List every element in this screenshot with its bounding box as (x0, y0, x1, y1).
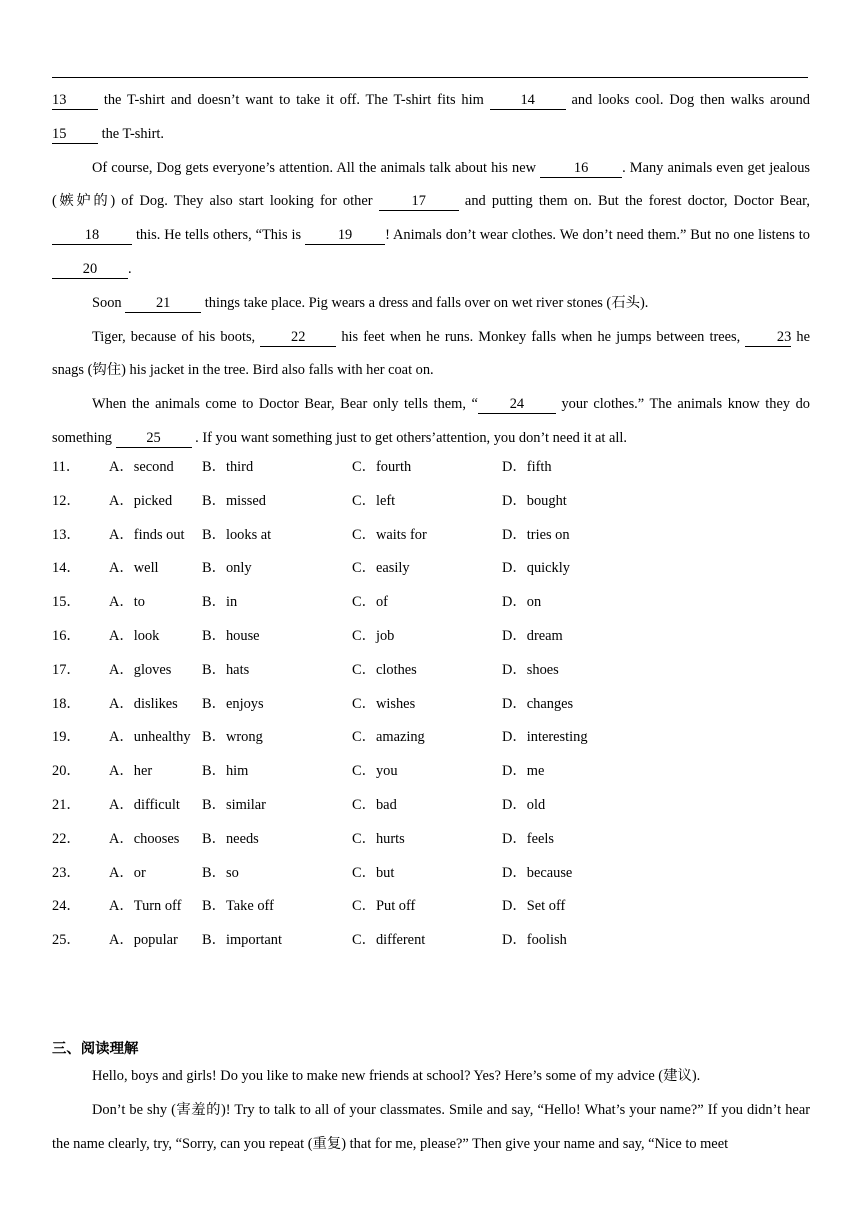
option-b: B．him (202, 763, 249, 780)
option-b: B．looks at (202, 526, 272, 543)
option-a: A．gloves (109, 661, 172, 678)
blank-14: 14 (490, 92, 566, 110)
paragraph-text: . If you want something just to get others’attention, you don’t need it at all. (191, 429, 627, 446)
option-row-11 (52, 451, 810, 485)
option-row-14 (52, 552, 810, 586)
option-row-17 (52, 654, 810, 688)
question-number: 19． (52, 729, 81, 746)
question-number: 11． (52, 459, 81, 475)
option-c: C．hurts (352, 830, 405, 847)
option-row-18 (52, 688, 810, 722)
blank-15: 15 (52, 126, 98, 144)
option-c: C．but (352, 864, 395, 881)
option-d: D．on (502, 594, 542, 611)
answer-options (52, 451, 810, 958)
option-row-25 (52, 924, 810, 958)
blank-16: 16 (540, 160, 622, 178)
option-d: D．shoes (502, 661, 559, 678)
option-a: A．popular (109, 932, 178, 949)
paragraph-text: this. He tells others, “This is (132, 227, 306, 244)
question-number: 24． (52, 898, 81, 915)
cloze-passage (52, 84, 810, 456)
paragraph-text: . (128, 260, 132, 277)
question-number: 21． (52, 796, 81, 813)
option-c: C．different (352, 932, 426, 949)
paragraph-text: his feet when he runs. Monkey falls when he jumps between trees, (336, 328, 746, 345)
blank-19: 19 (305, 227, 385, 245)
paragraph-text: Of course, Dog gets everyone’s attention. All the animals talk about his new (92, 159, 541, 176)
paragraph-text: Soon (92, 294, 126, 311)
paragraph-text: . Many animals even get jealous (嫉妒的) of Dog. They also start looking for other (52, 159, 810, 210)
paragraph-text: and putting them on. But the forest doctor, Doctor Bear, (458, 193, 810, 210)
paragraph-text: the T-shirt and doesn’t want to take it off. The T-shirt fits him (98, 92, 490, 108)
option-a: A．picked (109, 492, 173, 509)
option-d: D．old (502, 796, 546, 813)
option-row-13 (52, 519, 810, 553)
paragraph-text: Tiger, because of his boots, (92, 328, 261, 345)
option-d: D．bought (502, 492, 567, 509)
option-c: C．of (352, 594, 388, 611)
option-c: C．fourth (352, 459, 412, 475)
option-d: D．fifth (502, 459, 552, 475)
question-number: 22． (52, 830, 81, 847)
option-b: B．house (202, 627, 260, 644)
paragraph-text: he snags (钩住) his jacket in the tree. Bird also falls with her coat on. (52, 328, 810, 379)
paragraph-text: ! Animals don’t wear clothes. We don’t need them.” But no one listens to (385, 227, 810, 244)
option-row-19 (52, 721, 810, 755)
option-c: C．you (352, 763, 398, 780)
question-number: 18． (52, 695, 81, 712)
option-c: C．amazing (352, 729, 425, 746)
section-title: 三、阅读理解 (52, 1041, 139, 1057)
option-row-23 (52, 857, 810, 891)
reading-paragraph-2: Don’t be shy (害羞的)! Try to talk to all of your classmates. Smile and say, “Hello! What’s your name?” If you didn’t hear the name clearly, try, “Sorry, can you repeat (重复) that for me, please?” Then give your name and say, “Nice to meet (52, 1101, 810, 1152)
paragraph-1 (52, 84, 810, 152)
option-a: A．chooses (109, 830, 180, 847)
question-number: 17． (52, 661, 81, 678)
option-a: A．difficult (109, 796, 180, 813)
paragraph-text: and looks cool. Dog then walks around (565, 92, 810, 108)
reading-paragraph-1: Hello, boys and girls! Do you like to make new friends at school? Yes? Here’s some of my advice (建议). (92, 1068, 701, 1084)
option-d: D．tries on (502, 526, 570, 543)
blank-24: 24 (478, 396, 556, 414)
option-a: A．look (109, 627, 160, 644)
option-a: A．finds out (109, 526, 185, 543)
question-number: 15． (52, 594, 81, 611)
option-row-24 (52, 890, 810, 924)
option-c: C．waits for (352, 526, 427, 543)
option-b: B．wrong (202, 729, 263, 746)
blank-13: 13 (52, 92, 98, 110)
paragraph-text: things take place. Pig wears a dress and falls over on wet river stones (石头). (201, 294, 649, 311)
option-b: B．hats (202, 661, 250, 678)
reading-passage (52, 1060, 810, 1161)
option-d: D．me (502, 763, 545, 780)
blank-22: 22 (260, 329, 336, 347)
paragraph-5 (52, 388, 810, 456)
option-b: B．important (202, 932, 282, 949)
option-b: B．only (202, 560, 252, 577)
option-d: D．feels (502, 830, 554, 847)
option-row-15 (52, 586, 810, 620)
option-a: A．unhealthy (109, 729, 191, 746)
question-number: 16． (52, 627, 81, 644)
option-row-20 (52, 755, 810, 789)
option-row-16 (52, 620, 810, 654)
option-d: D．Set off (502, 898, 566, 915)
option-a: A．or (109, 864, 146, 881)
option-c: C．clothes (352, 661, 417, 678)
paragraph-3 (52, 287, 810, 321)
option-a: A．second (109, 459, 174, 475)
option-b: B．needs (202, 830, 259, 847)
question-number: 23． (52, 864, 81, 881)
blank-18: 18 (52, 227, 132, 245)
question-number: 20． (52, 763, 81, 780)
option-b: B．in (202, 594, 238, 611)
option-a: A．well (109, 560, 159, 577)
question-number: 14． (52, 560, 81, 577)
blank-21: 21 (125, 295, 201, 313)
option-row-21 (52, 789, 810, 823)
option-d: D．changes (502, 695, 574, 712)
option-d: D．because (502, 864, 573, 881)
option-d: D．interesting (502, 729, 588, 746)
option-row-12 (52, 485, 810, 519)
option-c: C．wishes (352, 695, 416, 712)
option-c: C．Put off (352, 898, 416, 915)
option-b: B．so (202, 864, 239, 881)
top-rule (52, 77, 808, 78)
option-d: D．quickly (502, 560, 570, 577)
question-number: 12． (52, 492, 81, 509)
option-c: C．job (352, 627, 395, 644)
option-b: B．third (202, 459, 254, 475)
option-b: B．similar (202, 796, 266, 813)
paragraph-text: the T-shirt. (98, 125, 164, 142)
option-c: C．left (352, 492, 396, 509)
paragraph-4 (52, 321, 810, 389)
option-b: B．missed (202, 492, 266, 509)
blank-20: 20 (52, 261, 128, 279)
paragraph-2 (52, 152, 810, 287)
option-row-22 (52, 823, 810, 857)
option-c: C．easily (352, 560, 410, 577)
option-a: A．to (109, 594, 145, 611)
question-number: 13． (52, 526, 81, 543)
option-b: B．enjoys (202, 695, 264, 712)
paragraph-text: your clothes.” The animals know they do something (52, 396, 810, 446)
option-c: C．bad (352, 796, 397, 813)
option-d: D．dream (502, 627, 563, 644)
question-number: 25． (52, 932, 81, 949)
blank-23: 23 (745, 329, 791, 347)
option-a: A．her (109, 763, 153, 780)
option-b: B．Take off (202, 898, 274, 915)
option-a: A．Turn off (109, 898, 182, 915)
blank-17: 17 (379, 193, 459, 211)
paragraph-text: When the animals come to Doctor Bear, Bear only tells them, “ (92, 396, 478, 413)
blank-25: 25 (116, 430, 192, 448)
option-d: D．foolish (502, 932, 567, 949)
option-a: A．dislikes (109, 695, 178, 712)
